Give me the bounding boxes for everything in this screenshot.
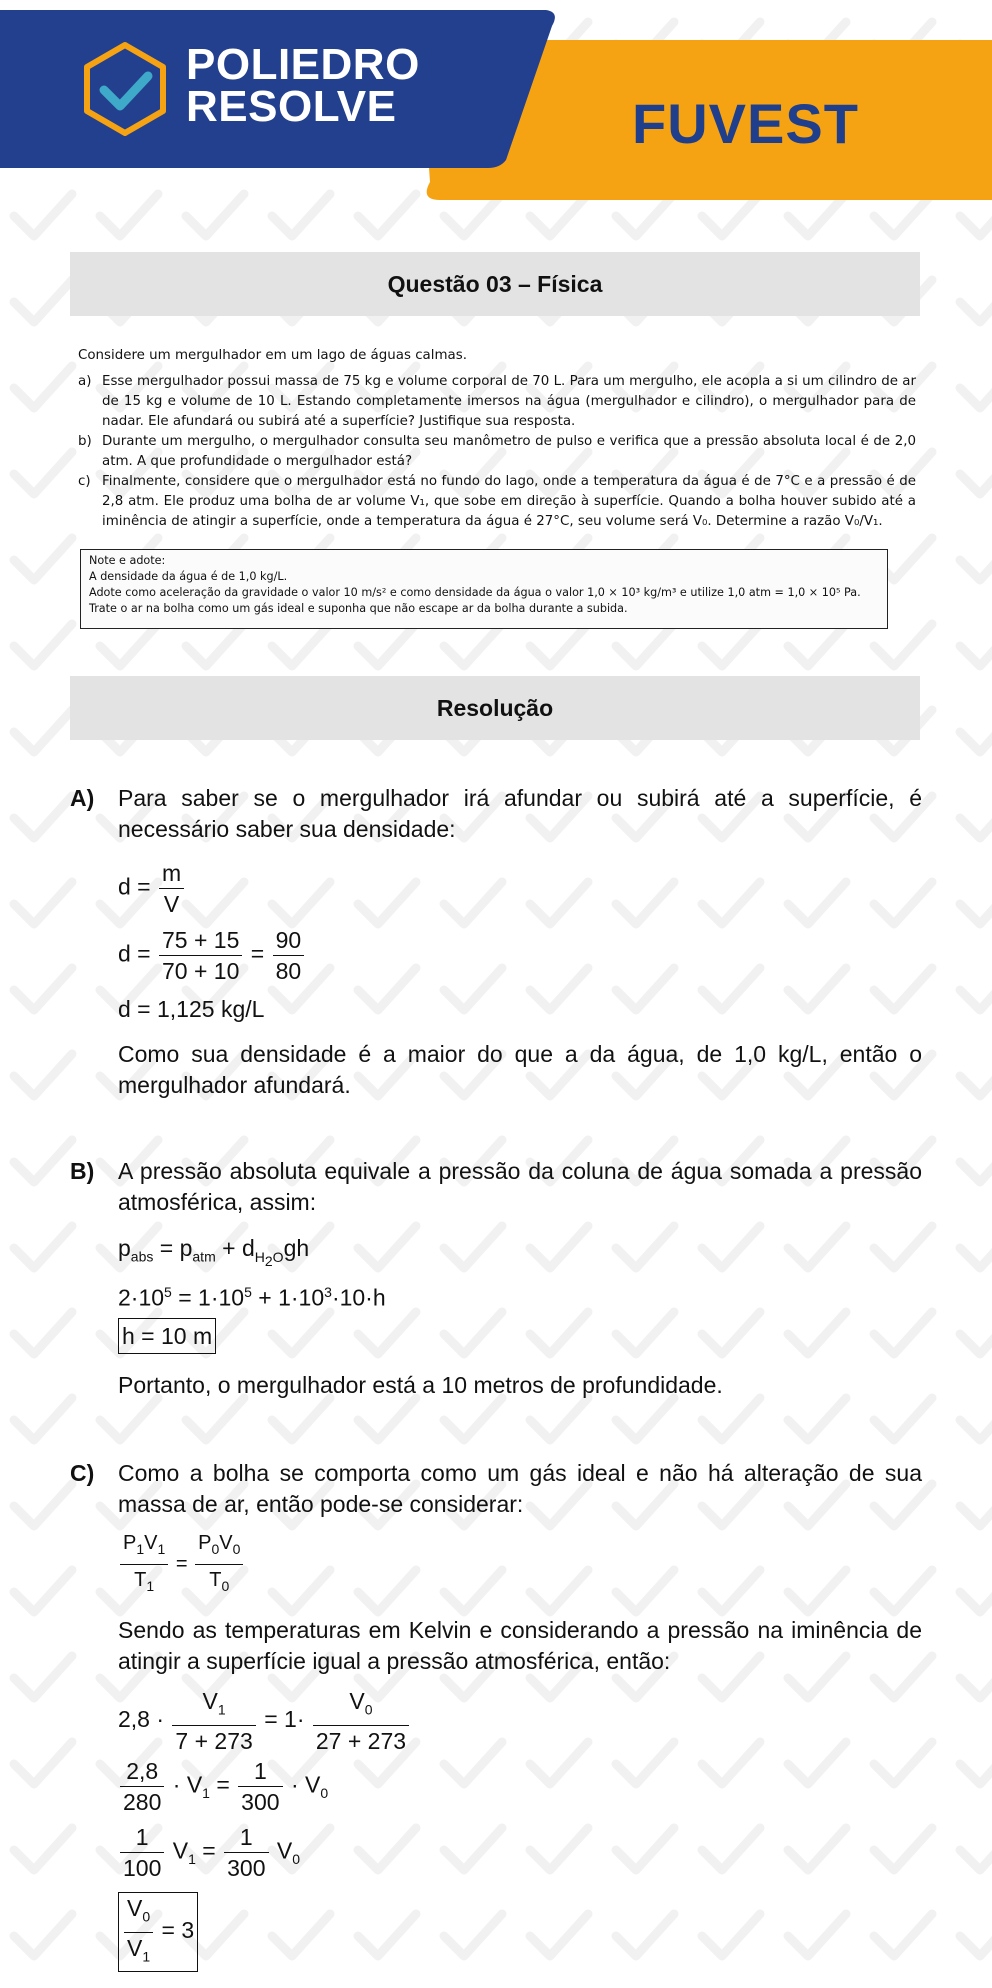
eq-term: = 1· bbox=[264, 1705, 305, 1732]
section-letter: C) bbox=[70, 1460, 95, 1486]
eq-term: ·10·h bbox=[331, 1284, 386, 1311]
equation-gas-simplified bbox=[118, 1756, 328, 1817]
equation-density-values bbox=[118, 925, 306, 986]
numerator: 2,8 bbox=[126, 1758, 159, 1784]
denominator: 70 + 10 bbox=[159, 955, 242, 986]
fraction bbox=[120, 1756, 164, 1817]
fraction bbox=[224, 1822, 268, 1883]
fraction bbox=[313, 1686, 409, 1756]
eq-term: p bbox=[118, 1235, 131, 1261]
eq-subscript: 0 bbox=[221, 1578, 230, 1594]
fraction bbox=[238, 1756, 282, 1817]
section-letter: B) bbox=[70, 1158, 95, 1184]
section-intro: Para saber se o mergulhador irá afundar ou subirá até a superfície, é necessário saber sua densidade: bbox=[118, 785, 922, 842]
question-statement bbox=[78, 346, 916, 532]
eq-subscript: 1 bbox=[142, 1948, 151, 1965]
eq-subscript: 1 bbox=[217, 1701, 226, 1718]
eq-subscript: 1 bbox=[202, 1785, 210, 1802]
numerator: 1 bbox=[253, 1758, 267, 1784]
eq-subscript: 1 bbox=[136, 1541, 145, 1557]
eq-subscript: atm bbox=[192, 1248, 216, 1265]
fraction bbox=[159, 925, 242, 986]
note-heading: Note e adote: bbox=[89, 554, 166, 567]
eq-exponent: 3 bbox=[324, 1284, 332, 1300]
checkmark-hexagon-icon bbox=[80, 40, 170, 140]
eq-term: T bbox=[209, 1569, 222, 1591]
equation-gas-values bbox=[118, 1686, 411, 1756]
eq-subscript: 2 bbox=[264, 1252, 273, 1269]
eq-lhs: d = bbox=[118, 873, 151, 900]
eq-term: V bbox=[202, 1688, 218, 1714]
boxed-result-depth bbox=[118, 1318, 216, 1354]
exam-name: FUVEST bbox=[632, 92, 859, 155]
equation-ideal-gas bbox=[118, 1528, 245, 1601]
eq-term: P bbox=[123, 1532, 137, 1554]
eq-term: V bbox=[219, 1532, 233, 1554]
eq-subscript: 0 bbox=[232, 1541, 241, 1557]
eq-exponent: 5 bbox=[164, 1284, 172, 1300]
explanation-text: Sendo as temperaturas em Kelvin e considerando a pressão na iminência de atingir a superfície igual a pressão atmosférica, então: bbox=[118, 1617, 922, 1674]
item-text: Finalmente, considere que o mergulhador está no fundo do lago, onde a temperatura da água é de 7°C e a pressão é de 2,8 atm. Ele produz uma bolha de ar volume V₁, que sobe em direção à superfície. Quando a bolha houver subido até a iminência de atingir a superfície, onde a temperatura da água é 27°C, seu volume será V₀. Determine a razão V₀/V₁. bbox=[102, 474, 916, 529]
numerator: m bbox=[162, 860, 182, 886]
eq-term: + 1·10 bbox=[251, 1284, 325, 1311]
denominator: V bbox=[159, 888, 184, 919]
numerator: 1 bbox=[135, 1824, 149, 1850]
note-line: Adote como aceleração da gravidade o valor 10 m/s² e como densidade da água o valor 1,0 × 10³ kg/m³ e utilize 1,0 atm = 1,0 × 10⁵ Pa. bbox=[89, 586, 861, 599]
eq-subscript: 0 bbox=[364, 1701, 373, 1718]
eq-exponent: 5 bbox=[244, 1284, 252, 1300]
denominator: 300 bbox=[238, 1786, 282, 1817]
fraction bbox=[273, 925, 305, 986]
eq-term: · V bbox=[290, 1771, 321, 1798]
equals: = bbox=[175, 1552, 188, 1575]
numerator: 75 + 15 bbox=[162, 927, 240, 953]
equation-gas-reduced bbox=[118, 1822, 300, 1883]
fraction bbox=[120, 1822, 164, 1883]
eq-term: V bbox=[349, 1688, 365, 1714]
denominator: 27 + 273 bbox=[313, 1725, 409, 1756]
eq-term: V bbox=[144, 1532, 158, 1554]
conclusion-text: Portanto, o mergulhador está a 10 metros de profundidade. bbox=[118, 1372, 723, 1398]
eq-term: 2·10 bbox=[118, 1284, 165, 1311]
section-intro: Como a bolha se comporta como um gás ideal e não há alteração de sua massa de ar, então pode-se considerar: bbox=[118, 1460, 922, 1517]
denominator: 280 bbox=[120, 1786, 164, 1817]
item-text: Esse mergulhador possui massa de 75 kg e volume corporal de 70 L. Para um mergulho, ele acopla a si um cilindro de ar de 15 kg e volume de 10 L. Estando completamente imersos na água (mergulhador e cilindro), o mergulhador para de nadar. Ele afundará ou subirá até a superfície? Justifique sua resposta. bbox=[102, 374, 916, 429]
brand-line-1: POLIEDRO bbox=[186, 40, 420, 89]
eq-subscript: O bbox=[272, 1248, 284, 1265]
eq-term: = p bbox=[153, 1235, 193, 1261]
equals: = bbox=[216, 1771, 230, 1798]
statement-item-b bbox=[78, 432, 916, 472]
header-banner bbox=[0, 0, 992, 205]
note-box bbox=[80, 549, 888, 629]
numerator: 1 bbox=[239, 1824, 253, 1850]
conclusion-text: Como sua densidade é a maior do que a da água, de 1,0 kg/L, então o mergulhador afundará. bbox=[118, 1041, 922, 1098]
section-letter: A) bbox=[70, 785, 95, 811]
resolution-title: Resolução bbox=[70, 676, 920, 740]
numerator: 90 bbox=[275, 927, 302, 953]
equation-density-result: d = 1,125 kg/L bbox=[118, 996, 265, 1022]
eq-term: T bbox=[134, 1569, 147, 1591]
equation-density-definition bbox=[118, 858, 186, 919]
boxed-result-ratio bbox=[118, 1892, 198, 1972]
eq-term: 2,8 · bbox=[118, 1705, 165, 1732]
eq-term: · V bbox=[172, 1771, 203, 1798]
eq-subscript: H bbox=[254, 1248, 265, 1265]
brand-name bbox=[186, 40, 420, 131]
note-line: Trate o ar na bolha como um gás ideal e suponha que não escape ar da bolha durante a subida. bbox=[89, 602, 628, 615]
equation-absolute-pressure bbox=[118, 1231, 309, 1277]
fraction bbox=[120, 1528, 168, 1601]
equals: = bbox=[250, 940, 265, 967]
denominator: 100 bbox=[120, 1852, 164, 1883]
denominator: 300 bbox=[224, 1852, 268, 1883]
eq-term: V bbox=[276, 1837, 293, 1864]
statement-item-c bbox=[78, 472, 916, 532]
statement-item-a bbox=[78, 372, 916, 432]
denominator: 7 + 273 bbox=[172, 1725, 255, 1756]
eq-term: gh bbox=[283, 1235, 310, 1261]
eq-lhs: d = bbox=[118, 940, 151, 967]
eq-subscript: 0 bbox=[292, 1851, 301, 1868]
eq-term: V bbox=[127, 1934, 143, 1961]
eq-subscript: 1 bbox=[157, 1541, 166, 1557]
eq-subscript: 1 bbox=[188, 1851, 196, 1868]
fraction bbox=[124, 1893, 153, 1971]
eq-subscript: 0 bbox=[142, 1908, 151, 1925]
eq-subscript: 1 bbox=[146, 1578, 155, 1594]
eq-subscript: 0 bbox=[320, 1785, 329, 1802]
item-text: Durante um mergulho, o mergulhador consulta seu manômetro de pulso e verifica que a pressão absoluta local é de 2,0 atm. A que profundidade o mergulhador está? bbox=[102, 434, 916, 469]
equation-pressure-values bbox=[118, 1275, 386, 1315]
eq-term: P bbox=[198, 1532, 212, 1554]
eq-term: = 3 bbox=[161, 1917, 195, 1944]
eq-subscript: abs bbox=[130, 1248, 154, 1265]
statement-intro: Considere um mergulhador em um lago de águas calmas. bbox=[78, 348, 467, 363]
question-title: Questão 03 – Física bbox=[70, 252, 920, 316]
eq-term: = 1·10 bbox=[171, 1284, 245, 1311]
item-label: a) bbox=[78, 374, 92, 389]
result-box bbox=[118, 1892, 198, 1972]
fraction bbox=[159, 858, 184, 919]
eq-term: V bbox=[172, 1837, 189, 1864]
item-label: b) bbox=[78, 434, 92, 449]
result-box: h = 10 m bbox=[118, 1318, 216, 1354]
brand-line-2: RESOLVE bbox=[186, 82, 397, 131]
fraction bbox=[172, 1686, 255, 1756]
equals: = bbox=[202, 1837, 216, 1864]
item-label: c) bbox=[78, 474, 91, 489]
denominator: 80 bbox=[273, 955, 305, 986]
eq-term: + d bbox=[215, 1235, 255, 1261]
eq-term: V bbox=[127, 1895, 143, 1921]
eq-subscript: 0 bbox=[211, 1541, 220, 1557]
section-intro: A pressão absoluta equivale a pressão da coluna de água somada a pressão atmosférica, assim: bbox=[118, 1158, 922, 1215]
fraction bbox=[195, 1528, 243, 1601]
note-line: A densidade da água é de 1,0 kg/L. bbox=[89, 570, 288, 583]
